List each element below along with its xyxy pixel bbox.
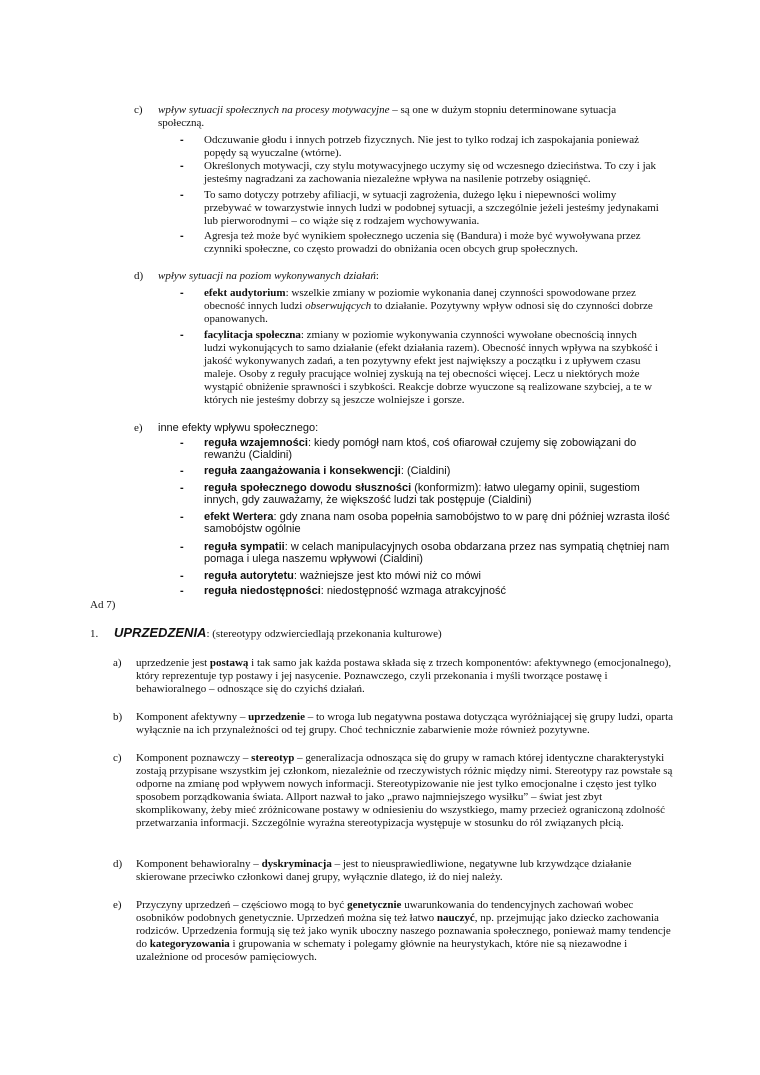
item-d-text: Komponent behawioralny – dyskryminacja – jest to nieusprawiedliwione, negatywne lub krzywdzące działanie skierowane przeciwko członkowi danej grupy, wyłącznie dlatego, iż do niej należy. [136,858,632,883]
section-c-item: Określonych motywacji, czy stylu motywacyjnego uczymy się od wczesnego dzieciństwa. To czy i jak jesteśmy nagradzani za zachowania niezależne wpływa na nasilenie potrzeby osiągnięć. [204,160,657,185]
section-c-label: c) [134,104,143,116]
section-d-item: facylitacja społeczna: zmiany w poziomie wykonywania czynności wywołane obecnością innych ludzi wykonujących to samo działanie (efekt działania razem). Obecność innych wpływa na szybkość i jakość wykonywanych zadań, a ten pozytywny efekt jest największy a początku i z upływem czasu maleje. Osoby z reguły pracujące wolniej zyskują na tej obecności więcej. Lecz u niektórych może wystąpić obniżenie sprawności i szybkości. Reakcje dobrze wyuczone są realizowane szybciej, a te w których nie jesteśmy dobrzy są jeszcze wolniejsze i gorsze. [204,329,658,406]
item-e-text: Przyczyny uprzedzeń – częściowo mogą to być genetycznie uwarunkowania do tendencyjnych zachowań wobec osobników podobnych genetycznie. Uprzedzeń można się też łatwo nauczyć, np. przejmując jako dziecko zachowania rodziców. Uprzedzenia formują się też jako wynik uboczny naszego poznawania społecznego, ponieważ mamy tendencje do kategoryzowania i grupowania w schematy i polegamy głównie na heurystykach, które nie są niezawodne i uzależnione od procesów pamięciowych. [136,899,671,963]
bullet-dash: - [180,465,184,477]
item-d-label: d) [113,858,123,870]
bullet-dash: - [180,189,184,201]
section-e-title: inne efekty wpływu społecznego: [158,422,319,434]
bullet-dash: - [180,329,184,341]
section-e-item: reguła autorytetu: ważniejsze jest kto mówi niż co mówi [204,570,481,582]
item-b-label: b) [113,711,123,723]
section-e-item: reguła niedostępności: niedostępność wzmaga atrakcyjność [204,585,507,597]
section-d-label: d) [134,270,144,282]
section-d-title: wpływ sytuacji na poziom wykonywanych działań: [158,270,379,282]
bullet-dash: - [180,134,184,146]
bullet-dash: - [180,230,184,242]
section-c-title: wpływ sytuacji społecznych na procesy motywacyjne – są one w dużym stopniu determinowane sytuacja społeczną. [158,104,617,129]
section-d-item: efekt audytorium: wszelkie zmiany w poziomie wykonania danej czynności spowodowane przez obecność innych ludzi obserwujących to działanie. Pozytywny wpływ odnosi się do czynności dobrze opanowanych. [204,287,653,325]
bullet-dash: - [180,482,184,494]
bullet-dash: - [180,570,184,582]
ad-label: Ad 7) [90,599,116,611]
item-a-label: a) [113,657,122,669]
item-b-text: Komponent afektywny – uprzedzenie – to wroga lub negatywna postawa dotycząca wyróżniającej się grupy ludzi, oparta wyłącznie na ich przynależności od tej grupy. Choć technicznie zabarwienie może również pozytywne. [136,711,674,736]
bullet-dash: - [180,437,184,449]
item-a-text: uprzedzenie jest postawą i tak samo jak każda postawa składa się z trzech komponentów: afektywnego (emocjonalnego), który reprezentuje typ postawy i jej nasycenie. Poznawczego, czyli przekonania i myśli tworzące postawę i behawioralnego – odnoszące się do czyichś działań. [136,657,672,695]
section-e-item: reguła wzajemności: kiedy pomógł nam ktoś, coś ofiarował czujemy się zobowiązani do rewanżu (Cialdini) [204,437,637,461]
section-1-number: 1. [90,628,99,640]
section-c-item: Agresja też może być wynikiem społecznego uczenia się (Bandura) i może być wywoływana przez czynniki społeczne, co często prowadzi do obniżania ocen obcych grup społecznych. [204,230,641,255]
section-e-item: efekt Wertera: gdy znana nam osoba popełnia samobójstwo to w parę dni później wzrasta ilość samobójstw ogólnie [204,511,670,535]
bullet-dash: - [180,287,184,299]
bullet-dash: - [180,511,184,523]
section-e-label: e) [134,422,143,434]
bullet-dash: - [180,541,184,553]
item-c-text: Komponent poznawczy – stereotyp – generalizacja odnosząca się do grupy w ramach której identyczne charakterystyki zostają przypisane wszystkim jej członkom, niezależnie od rzeczywistych różnic między nimi. Stereotypy raz powstałe są odporne na zmianę pod wpływem nowych informacji. Stereotypizowanie nie jest tylko emocjonalne i często jest tylko sposobem porządkowania świata. Allport nazwał to jako „prawo najmniejszego wysiłku” – świat jest zbyt skomplikowany, żeby mieć zróżnicowane postawy w odniesieniu do wszystkiego, mamy przecież ograniczoną zdolność przetwarzania informacji. Szczególnie wyraźna stereotypizacja występuje w stosunku do ról związanych płcią. [136,752,673,829]
bullet-dash: - [180,160,184,172]
item-c-label: c) [113,752,122,764]
section-e-item: reguła społecznego dowodu słuszności (konformizm): łatwo ulegamy opinii, sugestiom innych, gdy zauważamy, że większość ludzi tak postępuje (Cialdini) [204,482,640,506]
section-e-item: reguła zaangażowania i konsekwencji: (Cialdini) [204,465,451,477]
section-c-item: Odczuwanie głodu i innych potrzeb fizycznych. Nie jest to tylko rodzaj ich zaspokajania ponieważ popędy są wyuczalne (wtórne). [204,134,639,159]
section-1-heading: UPRZEDZENIA: (stereotypy odzwierciedlają przekonania kulturowe) [114,625,442,640]
section-c-item: To samo dotyczy potrzeby afiliacji, w sytuacji zagrożenia, dużego lęku i niepewności wolimy przebywać w towarzystwie innych ludzi w podobnej sytuacji, a szczególnie jeżeli jesteśmy jedynakami lub pierworodnymi – co wiąże się z rodzajem wychowywania. [204,189,659,227]
section-e-item: reguła sympatii: w celach manipulacyjnych osoba obdarzana przez nas sympatią chętniej nam pomaga i ulega naszemu wpływowi (Cialdini) [204,541,670,565]
item-e-label: e) [113,899,122,911]
bullet-dash: - [180,585,184,597]
